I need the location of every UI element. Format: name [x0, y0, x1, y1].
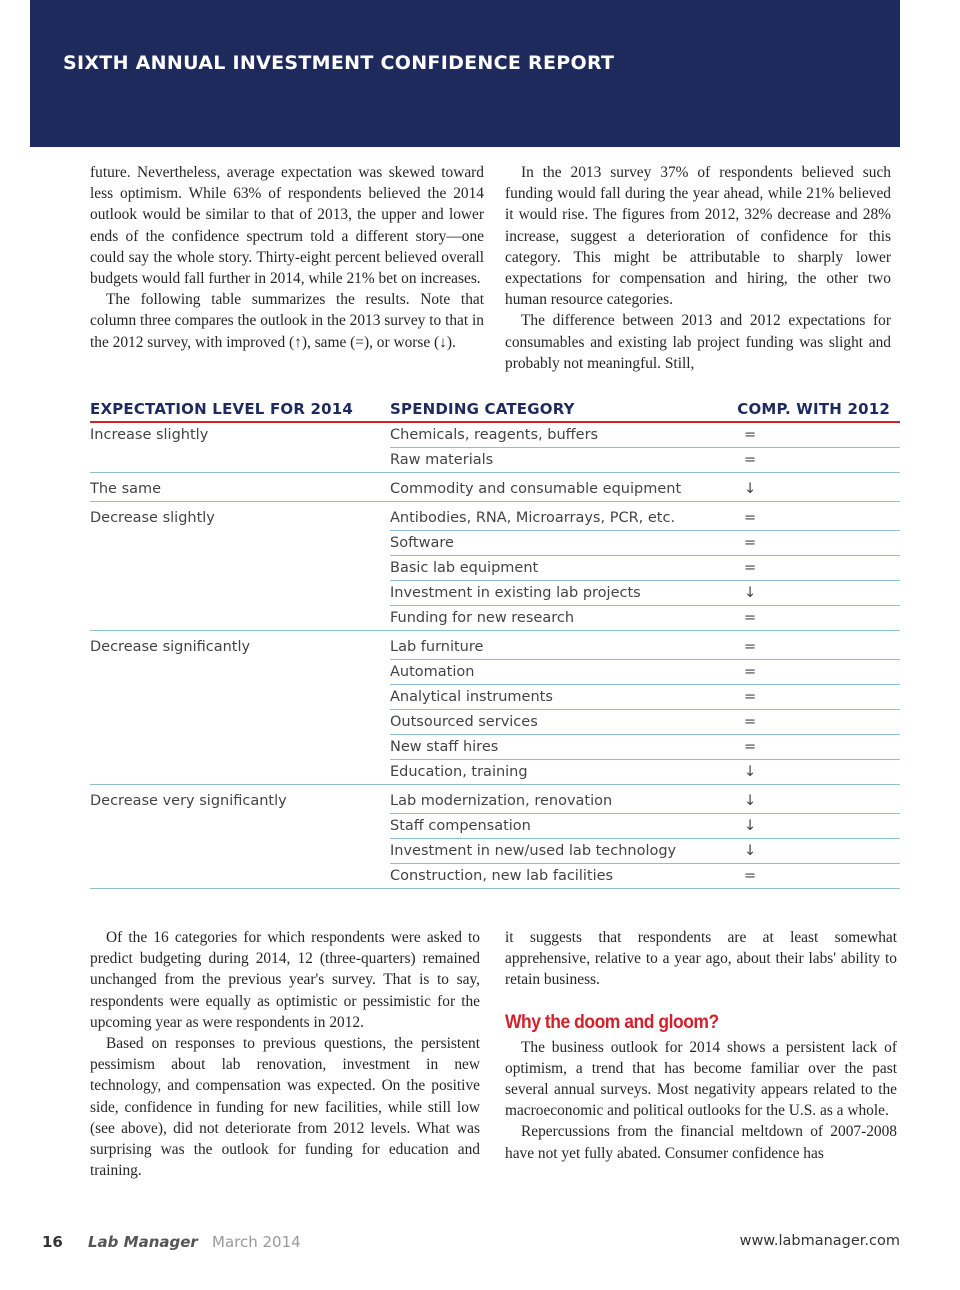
spending-category-cell: Investment in existing lab projects: [390, 585, 641, 601]
comparison-cell: =: [744, 560, 757, 576]
comparison-cell: ↓: [744, 585, 757, 601]
intro-left-column: [90, 162, 484, 353]
paragraph: Based on responses to previous questions, the persistent pessimism about lab renovation, investment in new technology, and compensation was expected. On the positive side, confidence in funding for new facilities, while still low (see above), did not deteriorate from 2012 levels. What was surprising was the outlook for funding for education and training.: [90, 1035, 480, 1180]
table-header: [90, 396, 900, 423]
spending-category-cell: Antibodies, RNA, Microarrays, PCR, etc.: [390, 510, 676, 526]
comparison-cell: =: [744, 510, 757, 526]
comparison-cell: =: [744, 427, 757, 443]
spending-category-cell: Lab modernization, renovation: [390, 793, 613, 809]
paragraph: The difference between 2013 and 2012 expectations for consumables and existing lab project funding was slight and probably not meaningful. Still,: [505, 312, 891, 372]
spending-category-cell: Automation: [390, 664, 475, 680]
spending-category-cell: Software: [390, 535, 454, 551]
paragraph: future. Nevertheless, average expectation was skewed toward less optimism. While 63% of respondents believed the 2014 outlook would be similar to that of 2013, the upper and lower ends of the confidence spectrum told a different story—one could say the whole story. Thirty-eight percent believed overall budgets would fall further in 2014, while 21% bet on increases.: [90, 164, 484, 288]
table-row: [90, 660, 900, 685]
table-row: [90, 473, 900, 502]
table-row: [90, 785, 900, 814]
budget-expectation-table: [90, 396, 900, 889]
table-row: [90, 685, 900, 710]
comparison-cell: =: [744, 535, 757, 551]
table-row: [90, 760, 900, 785]
spending-category-cell: New staff hires: [390, 739, 499, 755]
table-row: [90, 735, 900, 760]
body-left-column: [90, 927, 480, 1181]
spending-category-cell: Funding for new research: [390, 610, 575, 626]
table-row: [90, 631, 900, 660]
intro-right-column: [505, 162, 891, 374]
column-header-comparison: COMP. WITH 2012: [737, 400, 890, 418]
spending-category-cell: Basic lab equipment: [390, 560, 539, 576]
spending-category-cell: Chemicals, reagents, buffers: [390, 427, 599, 443]
column-header-category: SPENDING CATEGORY: [390, 400, 575, 418]
comparison-cell: =: [744, 664, 757, 680]
table-row: [90, 556, 900, 581]
table-row: [90, 839, 900, 864]
row-divider: [90, 888, 900, 889]
spending-category-cell: Construction, new lab facilities: [390, 868, 614, 884]
expectation-level-cell: Decrease significantly: [90, 639, 251, 655]
website-url: www.labmanager.com: [739, 1233, 900, 1249]
comparison-cell: =: [744, 639, 757, 655]
comparison-cell: ↓: [744, 764, 757, 780]
spending-category-cell: Commodity and consumable equipment: [390, 481, 682, 497]
column-header-expectation: EXPECTATION LEVEL FOR 2014: [90, 400, 354, 418]
paragraph: Of the 16 categories for which respondents were asked to predict budgeting during 2014, 12 (three-quarters) remained unchanged from the previous year's survey. That is to say, respondents were equally as optimistic or pessimistic for the upcoming year as were respondents in 2012.: [90, 929, 480, 1031]
paragraph: The business outlook for 2014 shows a persistent lack of optimism, a trend that has become familiar over the past several annual surveys. Most negativity appears related to the macroeconomic and political outlooks for the U.S. as a whole.: [505, 1038, 897, 1120]
spending-category-cell: Investment in new/used lab technology: [390, 843, 677, 859]
spending-category-cell: Lab furniture: [390, 639, 484, 655]
paragraph: The following table summarizes the results. Note that column three compares the outlook in the 2013 survey to that in the 2012 survey, with improved (↑), same (=), or worse (↓).: [90, 291, 484, 351]
comparison-cell: =: [744, 452, 757, 468]
table-row: [90, 581, 900, 606]
report-title: SIXTH ANNUAL INVESTMENT CONFIDENCE REPORT: [63, 52, 615, 74]
spending-category-cell: Staff compensation: [390, 818, 531, 834]
paragraph: it suggests that respondents are at least somewhat apprehensive, relative to a year ago, about their labs' ability to retain business.: [505, 929, 897, 989]
comparison-cell: ↓: [744, 481, 757, 497]
table-row: [90, 710, 900, 735]
page-footer: [42, 1233, 900, 1255]
table-row: [90, 448, 900, 473]
table-body: [90, 423, 900, 889]
spending-category-cell: Analytical instruments: [390, 689, 553, 705]
table-row: [90, 531, 900, 556]
comparison-cell: =: [744, 610, 757, 626]
expectation-level-cell: Decrease very significantly: [90, 793, 287, 809]
comparison-cell: ↓: [744, 818, 757, 834]
comparison-cell: =: [744, 714, 757, 730]
comparison-cell: ↓: [744, 793, 757, 809]
spending-category-cell: Outsourced services: [390, 714, 538, 730]
body-right-column: [505, 927, 897, 1164]
page-number: 16: [42, 1233, 63, 1251]
comparison-cell: =: [744, 739, 757, 755]
table-row: [90, 502, 900, 531]
spending-category-cell: Education, training: [390, 764, 528, 780]
issue-date: March 2014: [212, 1233, 301, 1251]
table-row: [90, 606, 900, 631]
table-row: [90, 423, 900, 448]
expectation-level-cell: The same: [90, 481, 162, 497]
section-heading: Why the doom and gloom?: [505, 1011, 719, 1033]
table-row: [90, 864, 900, 889]
comparison-cell: =: [744, 689, 757, 705]
spending-category-cell: Raw materials: [390, 452, 494, 468]
table-row: [90, 814, 900, 839]
expectation-level-cell: Increase slightly: [90, 427, 209, 443]
header-band: [30, 0, 900, 147]
comparison-cell: ↓: [744, 843, 757, 859]
magazine-name: Lab Manager: [88, 1233, 198, 1251]
paragraph: In the 2013 survey 37% of respondents believed such funding would fall during the year ahead, while 21% believed it would rise. The figures from 2012, 32% decrease and 28% increase, suggest a deterioration of confidence for this category. This might be attributable to sharply lower expectations for compensation and hiring, the other two human resource categories.: [505, 164, 891, 309]
comparison-cell: =: [744, 868, 757, 884]
paragraph: Repercussions from the financial meltdown of 2007-2008 have not yet fully abated. Consumer confidence has: [505, 1123, 897, 1162]
expectation-level-cell: Decrease slightly: [90, 510, 215, 526]
